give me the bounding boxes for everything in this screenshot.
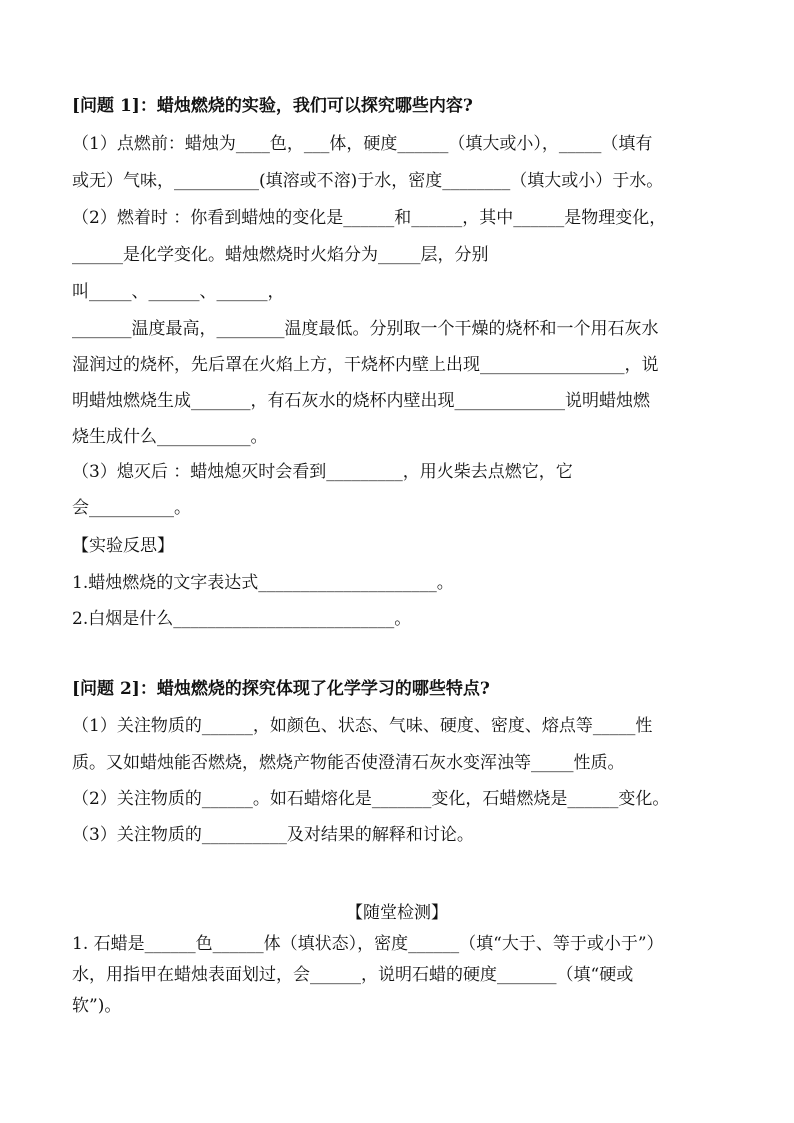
q1-line: 明蜡烛燃烧生成_______，有石灰水的烧杯内壁出现_____________说明蜡烛燃 [72,391,650,411]
q2-line: （2）关注物质的______。如石蜡熔化是_______变化，石蜡燃烧是______变化。 [72,789,670,809]
reflection-item: 1.蜡烛燃烧的文字表达式_____________________。 [72,573,454,593]
quiz-title: 【随堂检测】 [346,903,448,923]
q1-line: （2）燃着时 ：你看到蜡烛的变化是______和______，其中______是物理变化， [72,208,667,228]
question-1-title: [问题 1]：蜡烛燃烧的实验，我们可以探究哪些内容? [72,96,473,116]
q1-line: ______是化学变化。蜡烛燃烧时火焰分为_____层，分别 [72,245,489,265]
quiz-line: 软”)。 [72,996,122,1016]
q1-line: _______温度最高，________温度最低。分别取一个干燥的烧杯和一个用石灰水 [72,319,659,339]
quiz-line: 水，用指甲在蜡烛表面划过，会______，说明石蜡的硬度_______（填“硬或 [72,965,634,985]
reflection-item: 2.白烟是什么__________________________。 [72,609,412,629]
q2-line: （3）关注物质的__________及对结果的解释和讨论。 [72,825,474,845]
q2-line: 质。又如蜡烛能否燃烧，燃烧产物能否使澄清石灰水变浑浊等_____性质。 [72,753,625,773]
q1-line: （3）熄灭后 ：蜡烛熄灭时会看到_________，用火柴去点燃它，它 [72,462,573,482]
q2-line: （1）关注物质的______，如颜色、状态、气味、硬度、密度、熔点等_____性 [72,716,653,736]
q1-line: 烧生成什么___________。 [72,427,268,447]
quiz-line: 1. 石蜡是______色______体（填状态），密度______（填“大于、等于或小于”） [72,934,664,954]
q1-line: 叫_____、______、______， [72,282,285,302]
q1-line: 湿润过的烧杯，先后罩在火焰上方，干烧杯内壁上出现_________________，说 [72,355,659,375]
q1-line: （1）点燃前：蜡烛为____色，___体，硬度______（填大或小），_____（填有 [72,134,653,154]
q1-line: 或无）气味，__________(填溶或不溶)于水，密度________（填大或小）于水。 [72,171,664,191]
q1-line: 会__________。 [72,498,191,518]
reflection-title: 【实验反思】 [72,536,174,556]
question-2-title: [问题 2]：蜡烛燃烧的探究体现了化学学习的哪些特点? [72,679,490,699]
